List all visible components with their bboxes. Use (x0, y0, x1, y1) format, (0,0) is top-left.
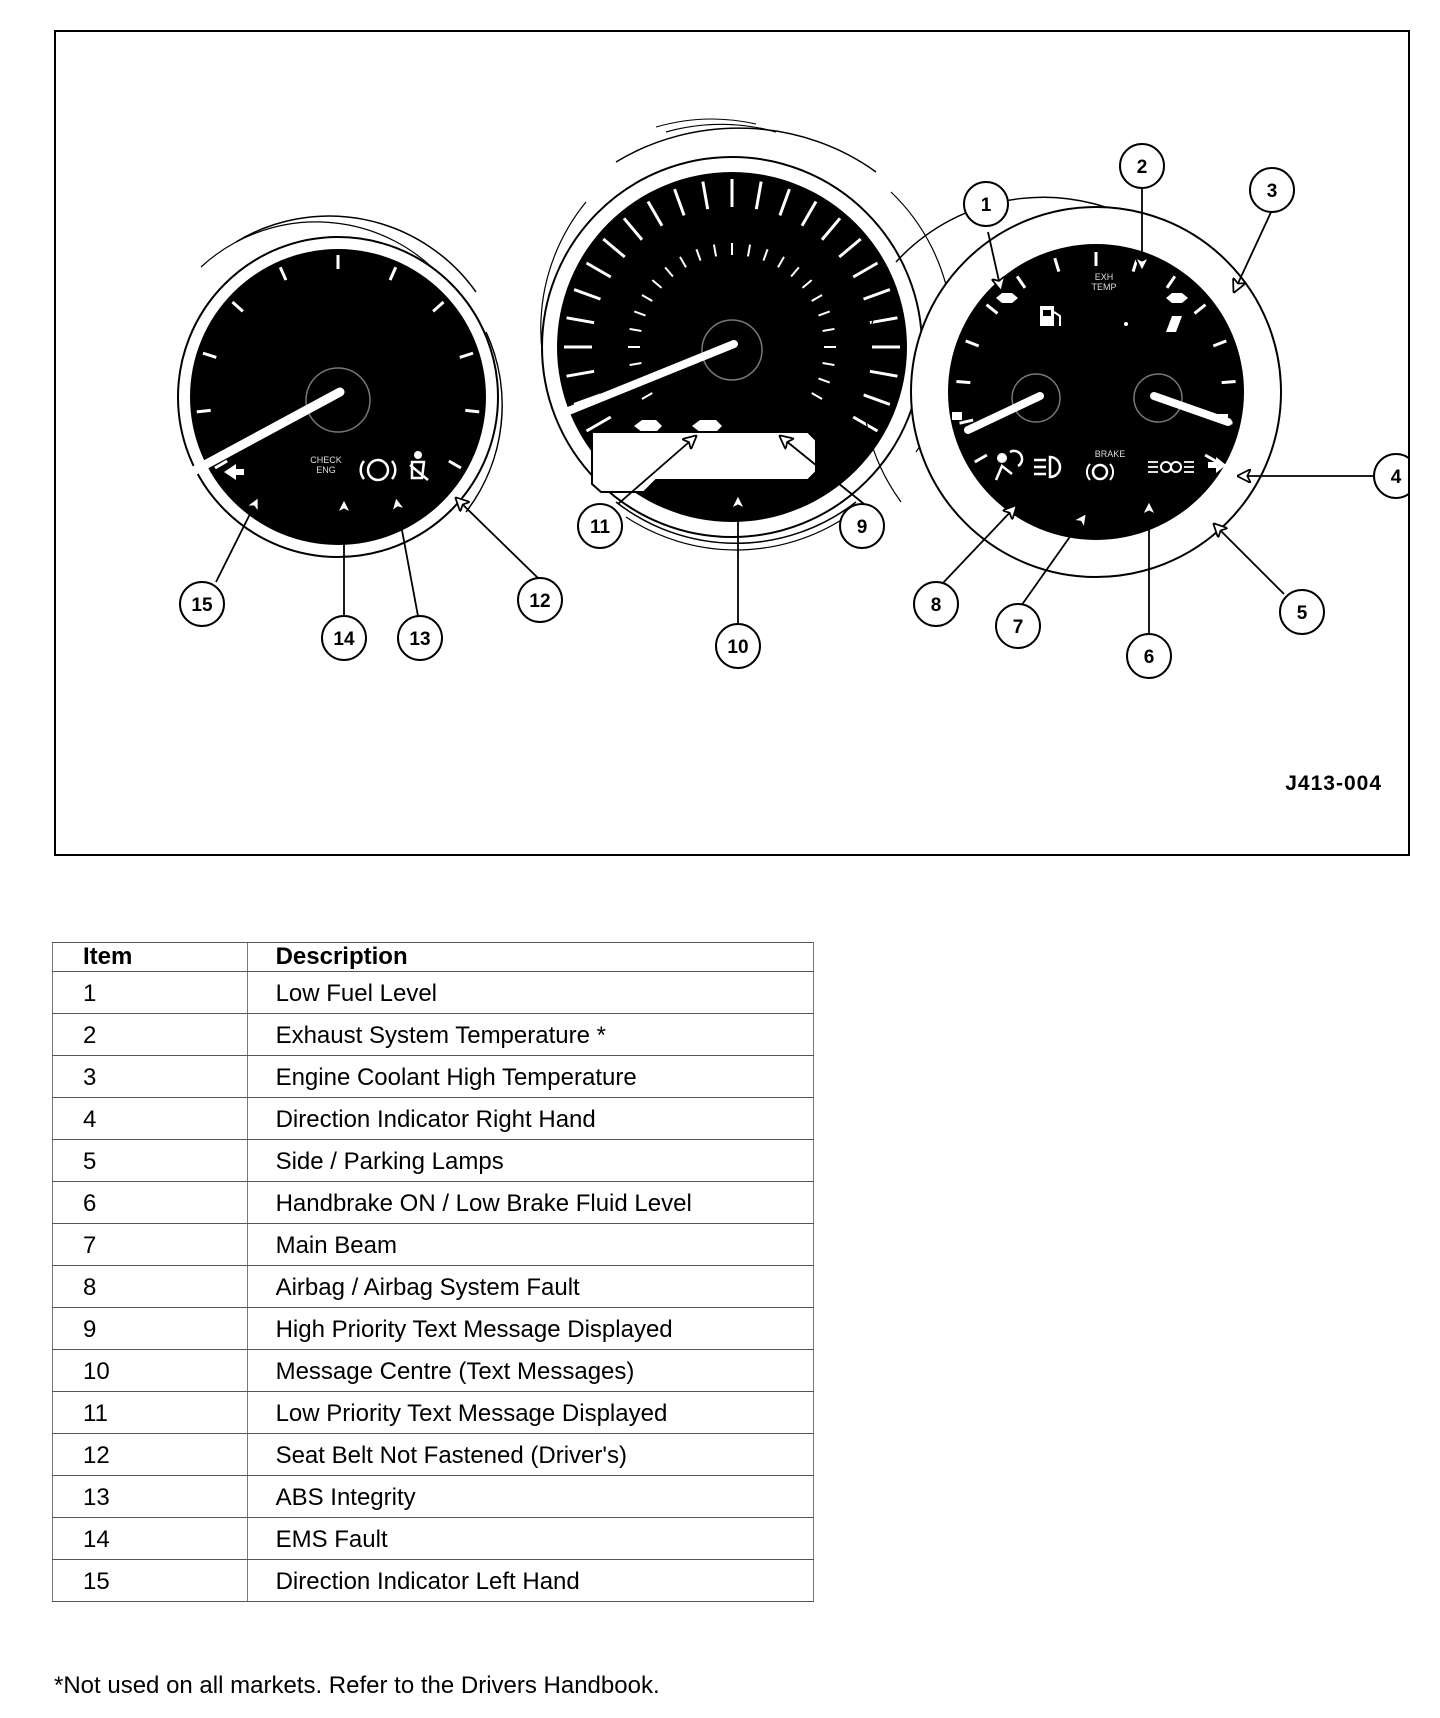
legend-item-number: 2 (53, 1014, 248, 1056)
callout-8 (914, 582, 958, 626)
table-row (53, 1098, 814, 1140)
svg-text:8: 8 (930, 595, 942, 616)
exhaust-temp-label-line2: TEMP (1091, 282, 1117, 292)
legend-item-number: 12 (53, 1434, 248, 1476)
legend-item-description: High Priority Text Message Displayed (247, 1308, 813, 1350)
legend-item-description: Handbrake ON / Low Brake Fluid Level (247, 1182, 813, 1224)
callout-1 (964, 182, 1008, 226)
svg-text:15: 15 (191, 595, 213, 616)
table-row (53, 1476, 814, 1518)
legend-item-description: EMS Fault (247, 1518, 813, 1560)
svg-text:14: 14 (333, 629, 355, 650)
svg-text:10: 10 (727, 637, 749, 658)
legend-item-description: Message Centre (Text Messages) (247, 1350, 813, 1392)
legend-item-number: 13 (53, 1476, 248, 1518)
svg-text:9: 9 (856, 517, 868, 538)
legend-item-number: 6 (53, 1182, 248, 1224)
svg-text:11: 11 (589, 517, 611, 538)
table-row (53, 1308, 814, 1350)
center-gauge (541, 119, 953, 550)
table-row (53, 1266, 814, 1308)
svg-text:2: 2 (1136, 157, 1148, 178)
table-row (53, 1182, 814, 1224)
table-row (53, 1224, 814, 1266)
callout-5 (1280, 590, 1324, 634)
legend-item-description: ABS Integrity (247, 1476, 813, 1518)
legend-item-description: Direction Indicator Right Hand (247, 1098, 813, 1140)
table-row (53, 1560, 814, 1602)
callout-15 (180, 582, 224, 626)
callout-14 (322, 616, 366, 660)
footnote: *Not used on all markets. Refer to the Drivers Handbook. (54, 1672, 660, 1699)
legend-header-item: Item (53, 943, 248, 972)
legend-item-description: Engine Coolant High Temperature (247, 1056, 813, 1098)
legend-item-description: Low Priority Text Message Displayed (247, 1392, 813, 1434)
svg-text:1: 1 (980, 195, 992, 216)
check-engine-label-line2: ENG (316, 465, 336, 475)
legend-item-description: Main Beam (247, 1224, 813, 1266)
callout-3 (1250, 168, 1294, 212)
legend-header-row (53, 943, 814, 972)
table-row (53, 1140, 814, 1182)
legend-item-number: 5 (53, 1140, 248, 1182)
left-gauge (164, 216, 502, 557)
legend-item-description: Direction Indicator Left Hand (247, 1560, 813, 1602)
callout-4 (1374, 454, 1408, 498)
callout-6 (1127, 634, 1171, 678)
callout-7 (996, 604, 1040, 648)
gauge-tick (956, 382, 970, 383)
check-engine-label-line1: CHECK (310, 455, 342, 465)
legend-item-number: 14 (53, 1518, 248, 1560)
legend-item-number: 11 (53, 1392, 248, 1434)
svg-text:7: 7 (1012, 617, 1024, 638)
legend-item-number: 4 (53, 1098, 248, 1140)
legend-item-number: 9 (53, 1308, 248, 1350)
legend-item-number: 8 (53, 1266, 248, 1308)
callout-13 (398, 616, 442, 660)
svg-text:6: 6 (1143, 647, 1155, 668)
legend-item-description: Exhaust System Temperature * (247, 1014, 813, 1056)
callout-11 (578, 504, 622, 548)
svg-text:4: 4 (1390, 467, 1402, 488)
legend-item-number: 1 (53, 972, 248, 1014)
legend-item-number: 3 (53, 1056, 248, 1098)
legend-item-number: 15 (53, 1560, 248, 1602)
legend-item-description: Low Fuel Level (247, 972, 813, 1014)
callout-10 (716, 624, 760, 668)
svg-text:5: 5 (1296, 603, 1308, 624)
brake-label: BRAKE (1094, 449, 1126, 459)
legend-item-number: 10 (53, 1350, 248, 1392)
table-row (53, 1392, 814, 1434)
legend-item-description: Seat Belt Not Fastened (Driver's) (247, 1434, 813, 1476)
legend-item-description: Airbag / Airbag System Fault (247, 1266, 813, 1308)
figure-id: J413-004 (1285, 772, 1382, 795)
instrument-cluster-drawing (56, 32, 1408, 854)
legend-body (53, 972, 814, 1602)
right-gauge (863, 197, 1281, 577)
callout-9 (840, 504, 884, 548)
instrument-cluster-figure (54, 30, 1410, 856)
svg-text:12: 12 (529, 591, 551, 612)
svg-text:3: 3 (1266, 181, 1278, 202)
table-row (53, 1014, 814, 1056)
callout-12 (518, 578, 562, 622)
legend-item-description: Side / Parking Lamps (247, 1140, 813, 1182)
table-row (53, 972, 814, 1014)
gauge-tick (197, 410, 211, 411)
callout-2 (1120, 144, 1164, 188)
legend-table (52, 942, 814, 1602)
exhaust-temp-label-line1: EXH (1094, 272, 1114, 282)
table-row (53, 1434, 814, 1476)
legend-header-description: Description (247, 943, 813, 972)
table-row (53, 1350, 814, 1392)
table-row (53, 1518, 814, 1560)
table-row (53, 1056, 814, 1098)
gauge-tick (465, 410, 479, 411)
svg-text:13: 13 (409, 629, 431, 650)
gauge-tick (1222, 382, 1236, 383)
legend-item-number: 7 (53, 1224, 248, 1266)
